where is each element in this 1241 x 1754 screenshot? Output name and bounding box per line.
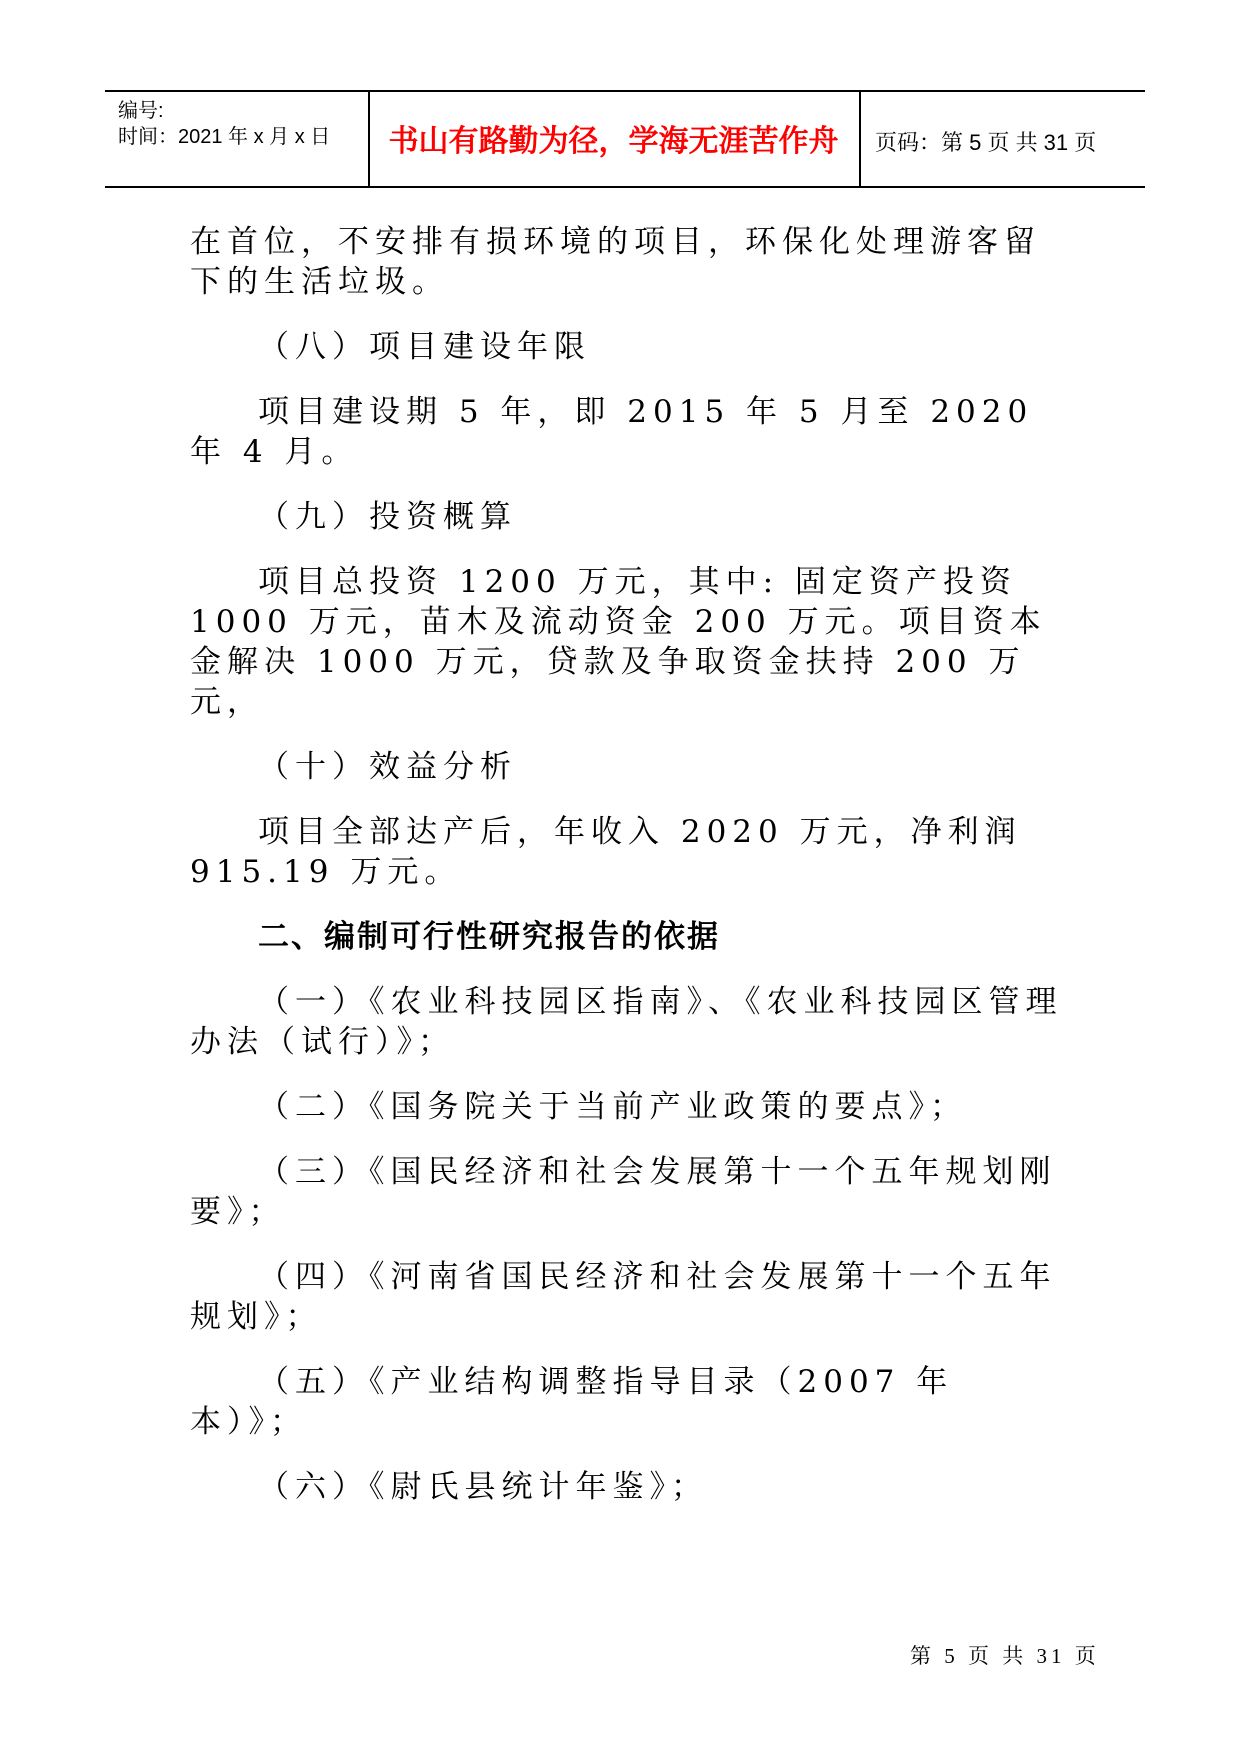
document-header — [105, 90, 1145, 188]
basis-item-2: （二）《国务院关于当前产业政策的要点》； — [258, 1089, 967, 1125]
document-number-label: 编号: — [118, 100, 164, 122]
section-heading-basis: 二、编制可行性研究报告的依据 — [258, 919, 720, 955]
footer-page-number: 第 5 页 共 31 页 — [910, 1644, 1100, 1668]
basis-item-1: （一）《农业科技园区指南》、《农业科技园区管理办法（试行）》； — [190, 984, 1063, 1060]
basis-item-4: （四）《河南省国民经济和社会发展第十一个五年规划》； — [190, 1259, 1057, 1335]
paragraph-investment: 项目总投资 1200 万元，其中: 固定资产投资 1000 万元，苗木及流动资金 200 万元。项目资本金解决 1000 万元，贷款及争取资金扶持 200 万元， — [190, 564, 1047, 720]
document-body — [190, 222, 1070, 1532]
paragraph-benefit: 项目全部达产后，年收入 2020 万元，净利润 915.19 万元。 — [190, 814, 1022, 890]
paragraph-construction-period: 项目建设期 5 年，即 2015 年 5 月至 2020 年 4 月。 — [190, 394, 1034, 470]
header-page-number: 页码：第 5 页 共 31 页 — [875, 130, 1097, 155]
heading-investment: （九）投资概算 — [258, 499, 517, 535]
header-motto-cell — [368, 92, 861, 186]
header-motto: 书山有路勤为径，学海无涯苦作舟 — [388, 125, 839, 158]
header-page-cell — [861, 92, 1145, 186]
header-meta-cell — [105, 92, 370, 186]
heading-benefit: （十）效益分析 — [258, 749, 517, 785]
basis-item-5: （五）《产业结构调整指导目录（2007 年本）》； — [190, 1364, 954, 1440]
basis-item-6: （六）《尉氏县统计年鉴》； — [258, 1469, 708, 1505]
basis-item-3: （三）《国民经济和社会发展第十一个五年规划刚要》； — [190, 1154, 1057, 1230]
document-date-label: 时间：2021 年 x 月 x 日 — [118, 126, 331, 148]
heading-construction-period: （八）项目建设年限 — [258, 329, 591, 365]
paragraph-env: 在首位，不安排有损环境的项目，环保化处理游客留下的生活垃圾。 — [190, 224, 1041, 300]
